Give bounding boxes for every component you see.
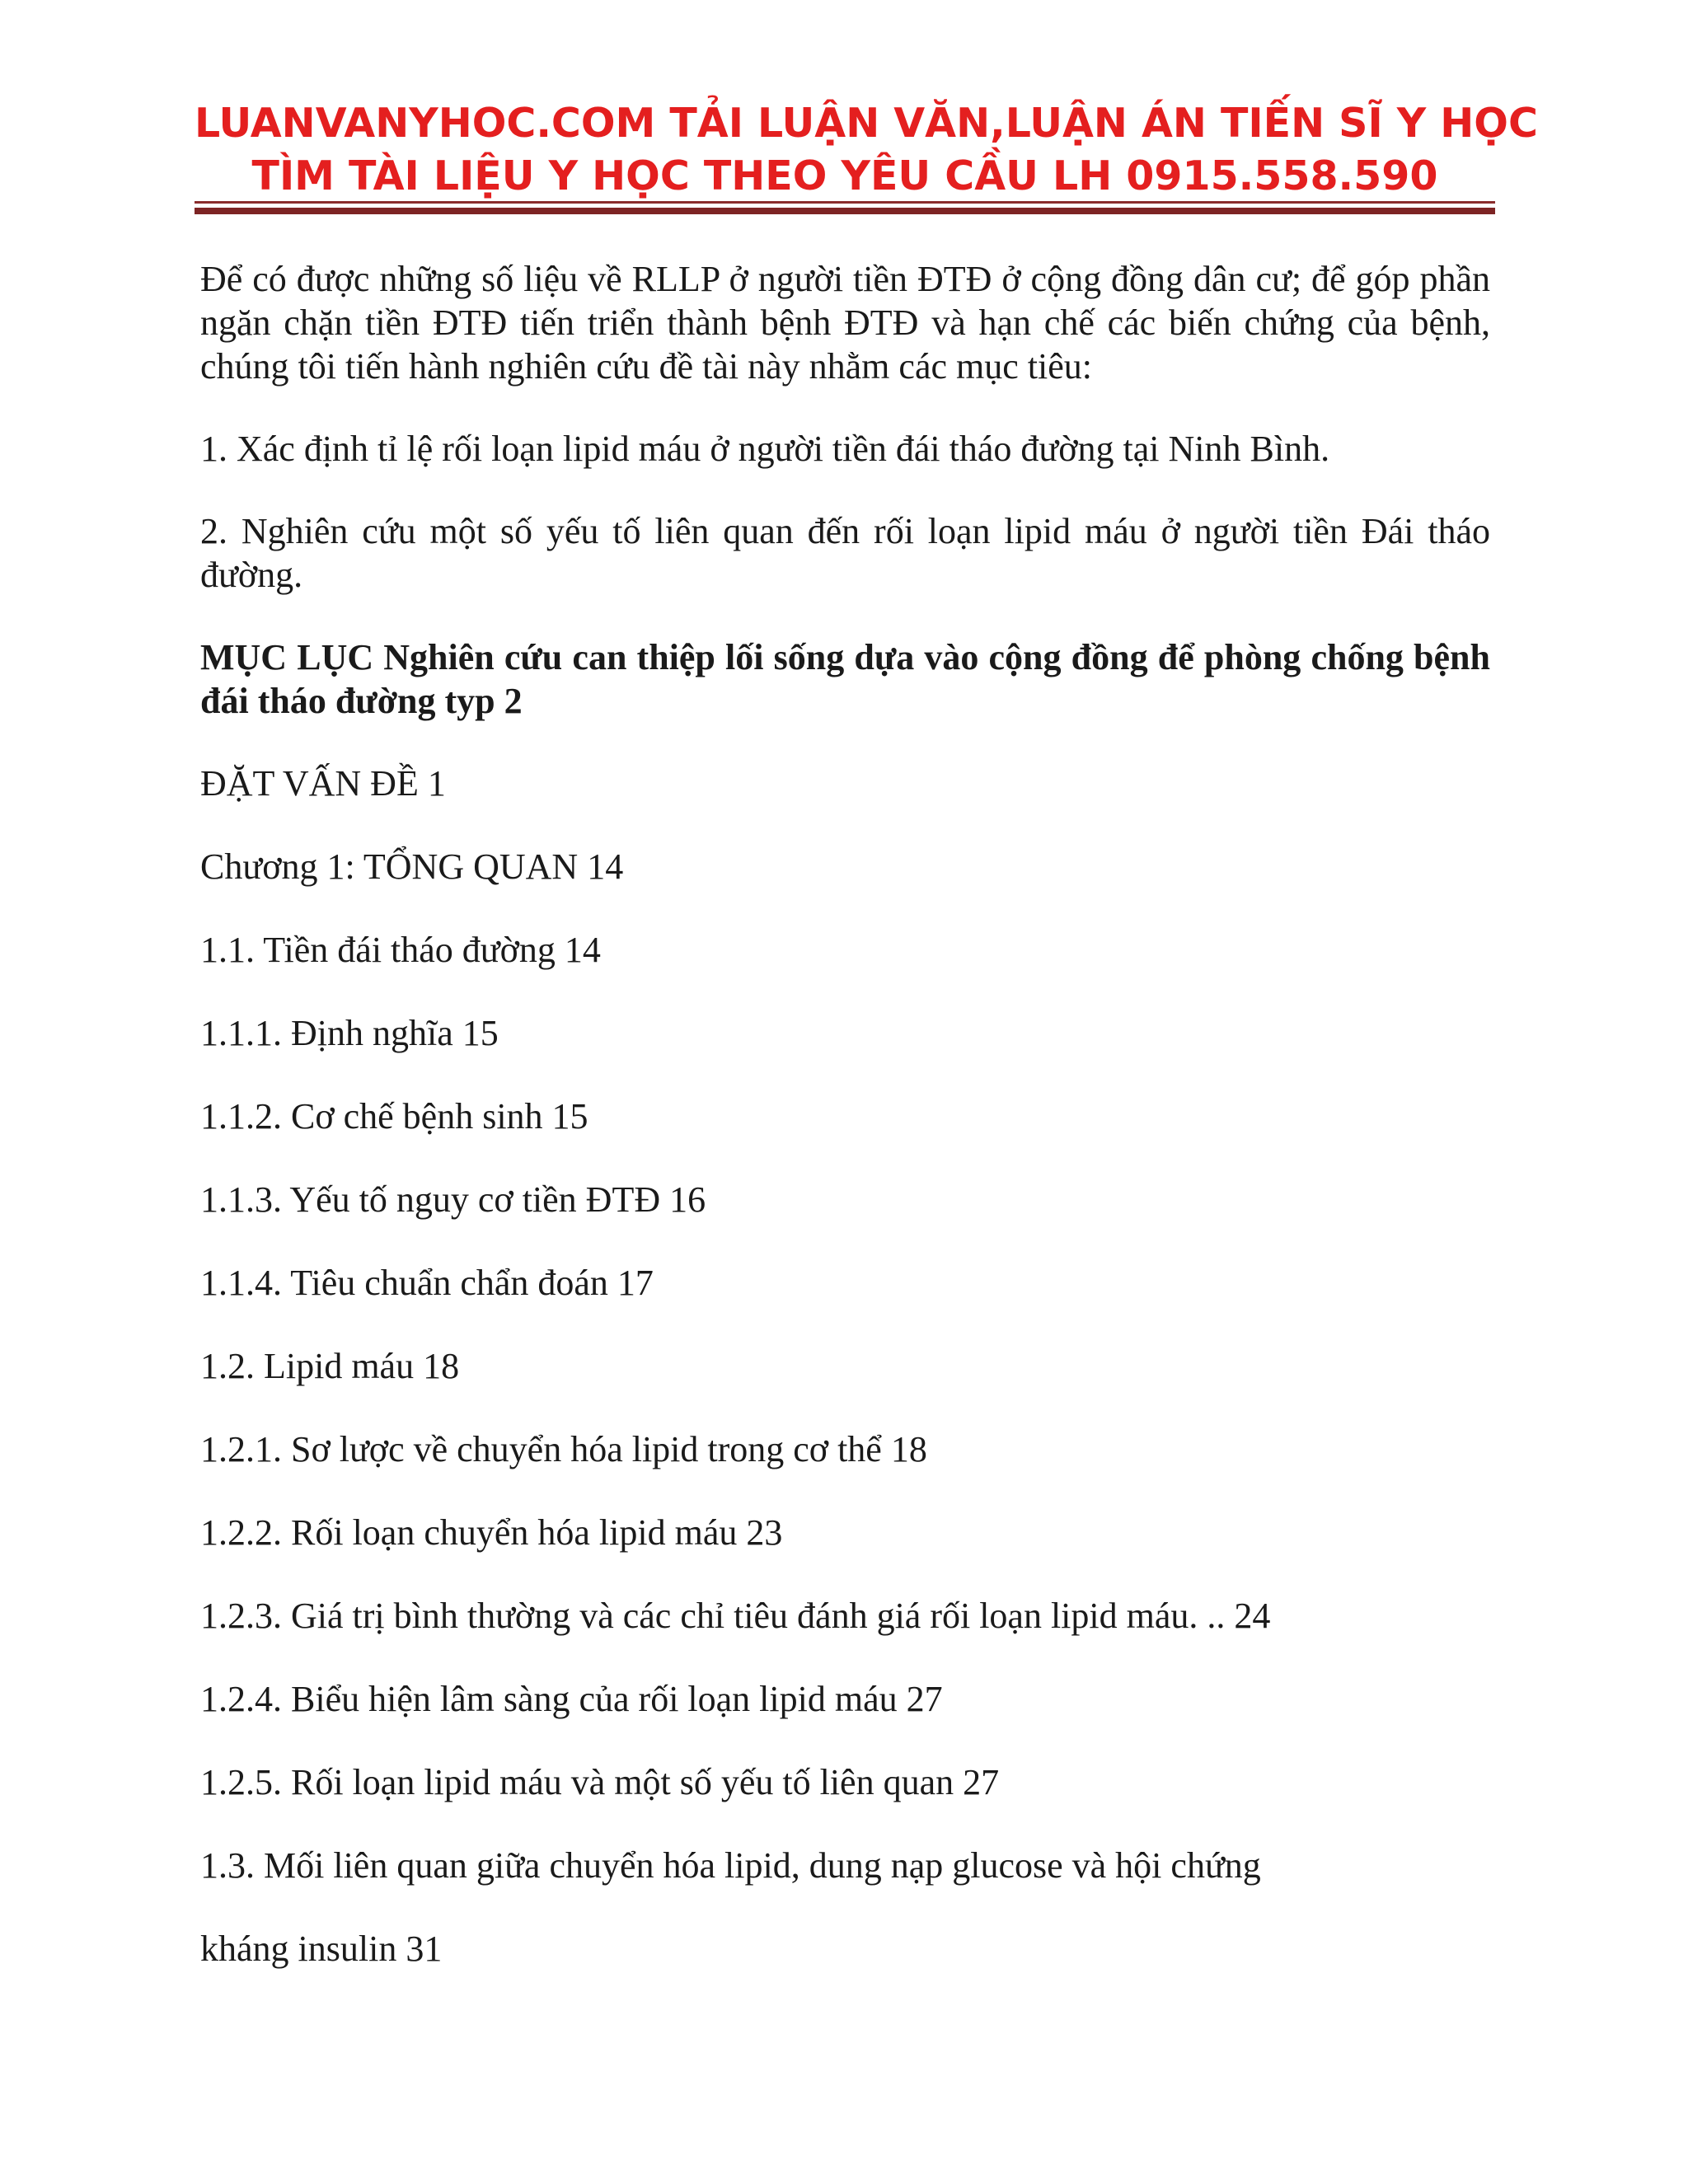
toc-item: 1.2.5. Rối loạn lipid máu và một số yếu tố liên quan 27 bbox=[200, 1762, 1000, 1802]
toc-item: kháng insulin 31 bbox=[200, 1929, 443, 1969]
toc-item: 1.2.1. Sơ lược về chuyển hóa lipid trong cơ thể 18 bbox=[200, 1429, 927, 1469]
objective-item: 2. Nghiên cứu một số yếu tố liên quan đến rối loạn lipid máu ở người tiền Đái tháo đường. bbox=[200, 511, 1490, 595]
toc-item: 1.1.2. Cơ chế bệnh sinh 15 bbox=[200, 1096, 588, 1137]
toc-item: 1.2.2. Rối loạn chuyển hóa lipid máu 23 bbox=[200, 1512, 783, 1553]
toc-item: 1.1.4. Tiêu chuẩn chẩn đoán 17 bbox=[200, 1263, 654, 1303]
toc-item: 1.1. Tiền đái tháo đường 14 bbox=[200, 930, 601, 970]
toc-item: ĐẶT VẤN ĐỀ 1 bbox=[200, 763, 446, 804]
toc-item: 1.2.4. Biểu hiện lâm sàng của rối loạn lipid máu 27 bbox=[200, 1679, 943, 1719]
header-line-2: TÌM TÀI LIỆU Y HỌC THEO YÊU CẦU LH 0915.558.590 bbox=[251, 152, 1438, 199]
header-line-1: LUANVANYHOC.COM TẢI LUẬN VĂN,LUẬN ÁN TIẾN SĨ Y HỌC bbox=[195, 100, 1538, 147]
toc-item: 1.1.3. Yếu tố nguy cơ tiền ĐTĐ 16 bbox=[200, 1179, 706, 1220]
table-of-contents bbox=[200, 762, 1490, 1971]
toc-item: 1.1.1. Định nghĩa 15 bbox=[200, 1013, 499, 1053]
header-divider-thick bbox=[195, 208, 1495, 214]
header-divider-thin bbox=[195, 201, 1495, 204]
toc-item: 1.3. Mối liên quan giữa chuyển hóa lipid, dung nạp glucose và hội chứng bbox=[200, 1845, 1261, 1886]
toc-item: 1.2. Lipid máu 18 bbox=[200, 1346, 460, 1386]
toc-item: Chương 1: TỔNG QUAN 14 bbox=[200, 846, 624, 887]
objective-item: 1. Xác định tỉ lệ rối loạn lipid máu ở người tiền đái tháo đường tại Ninh Bình. bbox=[200, 429, 1330, 469]
toc-item: 1.2.3. Giá trị bình thường và các chỉ tiêu đánh giá rối loạn lipid máu. .. 24 bbox=[200, 1596, 1271, 1636]
intro-paragraph: Để có được những số liệu về RLLP ở người tiền ĐTĐ ở cộng đồng dân cư; để góp phần ngăn chặn tiền ĐTĐ tiến triển thành bệnh ĐTĐ và hạn chế các biến chứng của bệnh, chúng tôi tiến hành nghiên cứu đề tài này nhằm các mục tiêu: bbox=[200, 259, 1490, 387]
document-body bbox=[200, 257, 1490, 2010]
toc-heading: MỤC LỤC Nghiên cứu can thiệp lối sống dựa vào cộng đồng để phòng chống bệnh đái tháo đường typ 2 bbox=[200, 637, 1490, 721]
page-header bbox=[195, 97, 1538, 203]
